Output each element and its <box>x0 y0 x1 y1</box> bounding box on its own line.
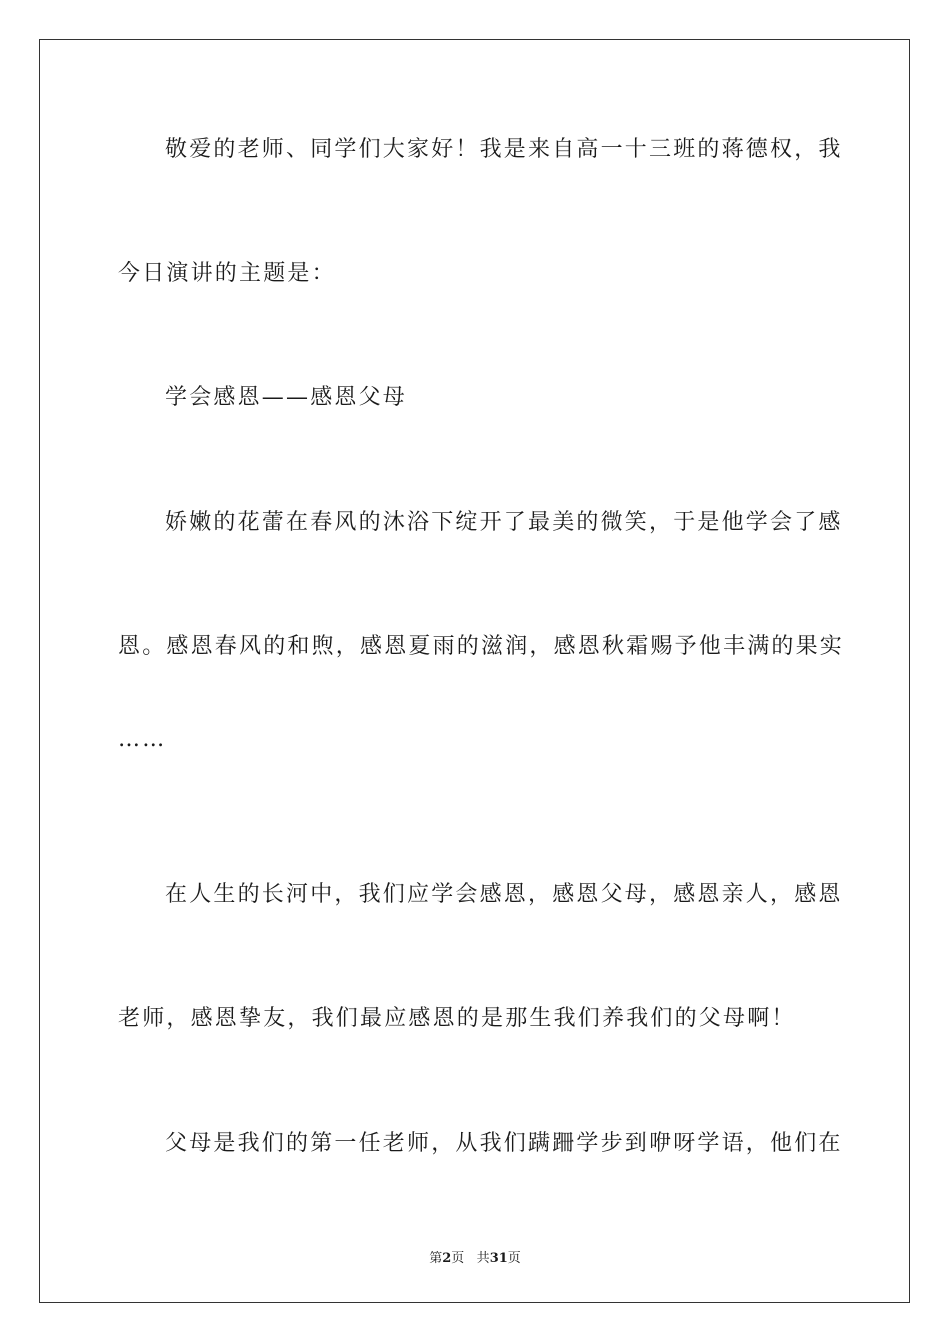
paragraph-line: 恩。感恩春风的和煦，感恩夏雨的滋润，感恩秋霜赐予他丰满的果实 <box>118 634 845 659</box>
page-footer <box>0 1247 950 1266</box>
paragraph-line: 敬爱的老师、同学们大家好！我是来自高一十三班的蒋德权，我 <box>165 137 843 162</box>
paragraph-line: 老师，感恩挚友，我们最应感恩的是那生我们养我们的父母啊！ <box>118 1006 796 1031</box>
paragraph-line: 娇嫩的花蕾在春风的沐浴下绽开了最美的微笑，于是他学会了感 <box>165 510 843 535</box>
page-suffix: 页 <box>451 1251 465 1266</box>
paragraph-line: 在人生的长河中，我们应学会感恩，感恩父母，感恩亲人，感恩 <box>165 882 843 907</box>
paragraph-line: 父母是我们的第一任老师，从我们蹒跚学步到咿呀学语，他们在 <box>165 1131 843 1156</box>
total-suffix: 页 <box>507 1251 521 1266</box>
page-border <box>39 39 910 1303</box>
total-prefix: 共 <box>476 1251 490 1266</box>
paragraph-line: 今日演讲的主题是： <box>118 261 336 286</box>
paragraph-line: …… <box>118 727 167 752</box>
page-number: 2 <box>442 1251 452 1266</box>
total-pages: 31 <box>489 1251 508 1266</box>
section-heading: 学会感恩——感恩父母 <box>165 385 408 410</box>
page-prefix: 第 <box>429 1251 443 1266</box>
